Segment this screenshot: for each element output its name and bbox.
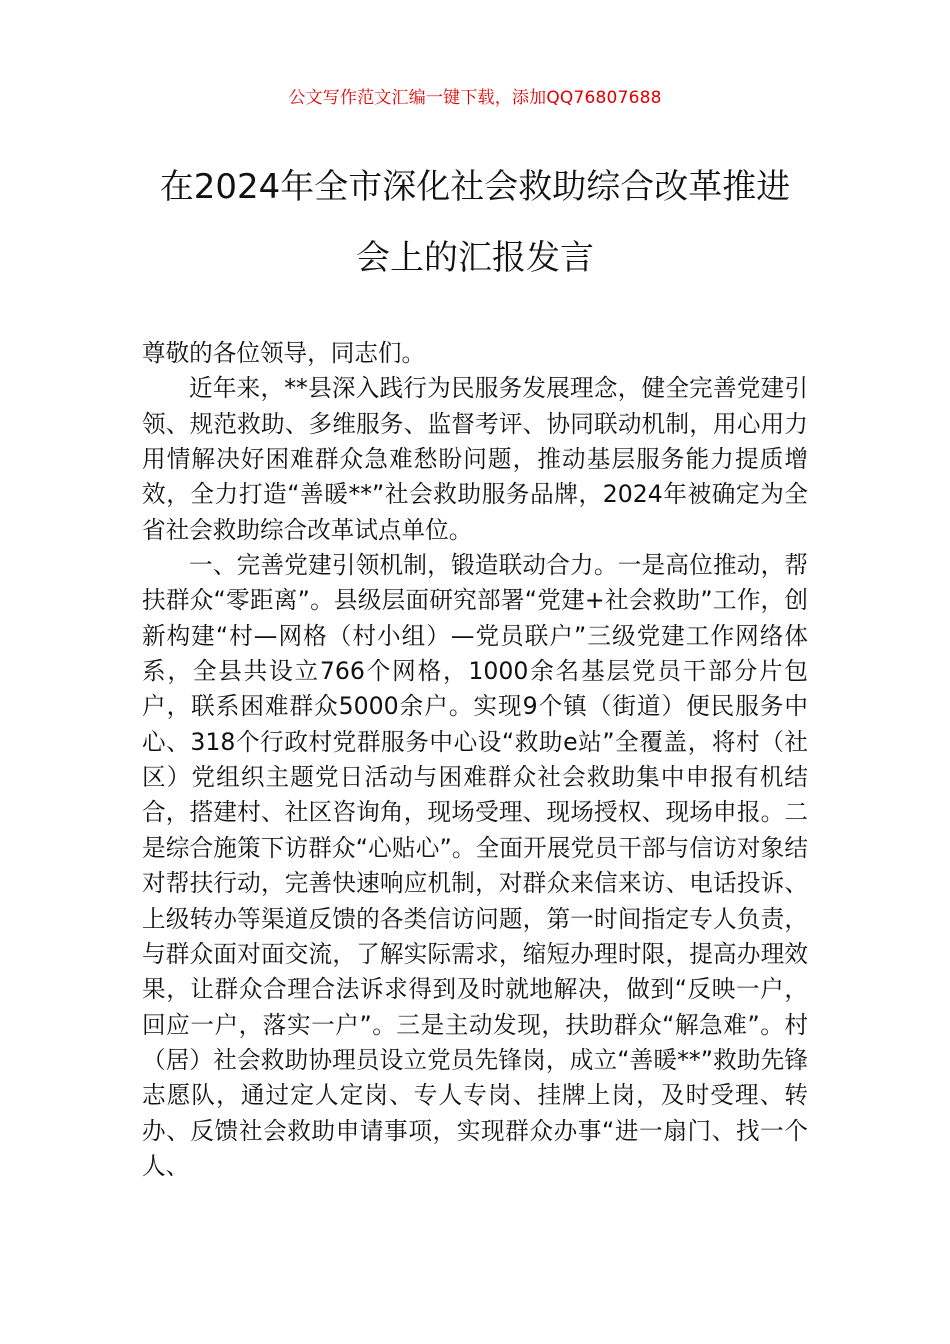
document-body bbox=[142, 336, 808, 1184]
header-promo-text: 公文写作范文汇编一键下载，添加QQ76807688 bbox=[288, 88, 662, 108]
salutation: 尊敬的各位领导，同志们。 bbox=[142, 339, 426, 367]
document-title-line-1: 在2024年全市深化社会救助综合改革推进 bbox=[159, 167, 791, 207]
document-title bbox=[110, 152, 840, 294]
paragraph-section-one: 一、完善党建引领机制，锻造联动合力。一是高位推动，帮扶群众“零距离”。县级层面研究部署“党建+社会救助”工作，创新构建“村—网格（村小组）—党员联户”三级党建工作网络体系，全县共设立766个网格，1000余名基层党员干部分片包户，联系困难群众5000余户。实现9个镇（街道）便民服务中心、318个行政村党群服务中心设“救助e站”全覆盖，将村（社区）党组织主题党日活动与困难群众社会救助集中申报有机结合，搭建村、社区咨询角，现场受理、现场授权、现场申报。二是综合施策下访群众“心贴心”。全面开展党员干部与信访对象结对帮扶行动，完善快速响应机制，对群众来信来访、电话投诉、上级转办等渠道反馈的各类信访问题，第一时间指定专人负责，与群众面对面交流，了解实际需求，缩短办理时限，提高办理效果，让群众合理合法诉求得到及时就地解决，做到“反映一户，回应一户，落实一户”。三是主动发现，扶助群众“解急难”。村（居）社会救助协理员设立党员先锋岗，成立“善暖**”救助先锋志愿队，通过定人定岗、专人专岗、挂牌上岗，及时受理、转办、反馈社会救助申请事项，实现群众办事“进一扇门、找一个人、 bbox=[142, 551, 808, 1180]
document-title-line-2: 会上的汇报发言 bbox=[356, 238, 594, 278]
paragraph-intro: 近年来，**县深入践行为民服务发展理念，健全完善党建引领、规范救助、多维服务、监督考评、协同联动机制，用心用力用情解决好困难群众急难愁盼问题，推动基层服务能力提质增效，全力打造“善暖**”社会救助服务品牌，2024年被确定为全省社会救助综合改革试点单位。 bbox=[142, 374, 808, 544]
